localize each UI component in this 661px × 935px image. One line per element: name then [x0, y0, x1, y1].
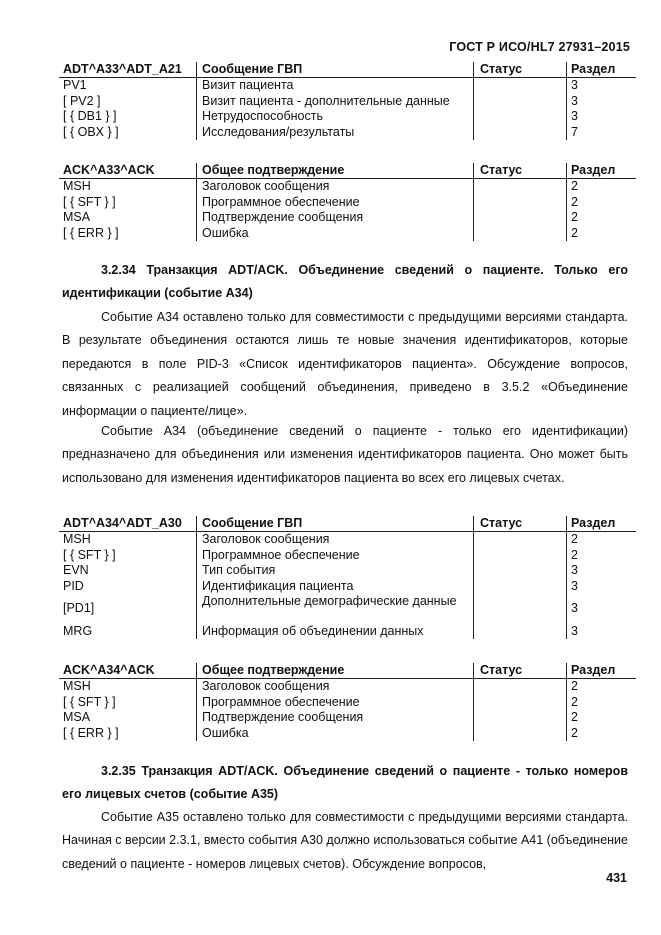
segment-description: Идентификация пациента	[202, 578, 354, 593]
column-header-section: Раздел	[571, 62, 616, 76]
table-row	[59, 78, 636, 93]
column-header-message: ACK^A33^ACK	[63, 163, 155, 177]
column-header-section: Раздел	[571, 663, 616, 677]
table-row	[59, 679, 636, 694]
column-header-description: Сообщение ГВП	[202, 516, 303, 530]
column-header-message: ACK^A34^ACK	[63, 663, 155, 677]
table-row	[59, 548, 636, 563]
column-header-section: Раздел	[571, 163, 616, 177]
table-row	[59, 710, 636, 725]
segment-description: Заголовок сообщения	[202, 679, 330, 694]
segment-code: [ { ERR } ]	[63, 725, 119, 740]
segment-code: EVN	[63, 563, 89, 578]
column-header-message: ADT^A33^ADT_A21	[63, 62, 182, 76]
segment-table-adt-a34	[59, 516, 636, 639]
table-row	[59, 695, 636, 710]
column-header-status: Статус	[480, 516, 523, 530]
segment-section: 2	[571, 225, 578, 240]
standard-header: ГОСТ Р ИСО/HL7 27931–2015	[449, 40, 630, 54]
table-row	[59, 109, 636, 124]
segment-description: Программное обеспечение	[202, 694, 360, 709]
segment-description: Ошибка	[202, 225, 249, 240]
segment-code: [ PV2 ]	[63, 93, 101, 108]
segment-code: MSA	[63, 210, 91, 225]
segment-description: Информация об объединении данных	[202, 623, 424, 638]
segment-section: 2	[571, 547, 578, 562]
segment-code: [ { ERR } ]	[63, 225, 119, 240]
segment-code: PID	[63, 578, 84, 593]
ack-table-a33	[59, 163, 636, 241]
segment-section: 2	[571, 694, 578, 709]
section-heading-3-2-34: 3.2.34 Транзакция ADT/ACK. Объединение сведений о пациенте. Только его идентификации (событие A34)	[62, 263, 628, 301]
segment-code: MSA	[63, 710, 91, 725]
segment-code: [PD1]	[63, 600, 95, 615]
table-header-row	[59, 516, 636, 532]
table-header-row	[59, 163, 636, 179]
segment-code: MSH	[63, 532, 91, 547]
paragraph: Событие A35 оставлено только для совместимости с предыдущими версиями стандарта. Начиная с версии 2.3.1, вместо события A30 должно использоваться событие A41 (объединение сведений о пациенте - номеров лицевых счетов). Обсуждение вопросов,	[62, 810, 628, 871]
segment-description: Заголовок сообщения	[202, 179, 330, 194]
ack-table-a34	[59, 663, 636, 741]
column-header-status: Статус	[480, 163, 523, 177]
column-header-description: Сообщение ГВП	[202, 62, 303, 76]
table-row	[59, 195, 636, 210]
paragraph: Событие A34 (объединение сведений о пациенте - только его идентификации) предназначено для объединения или изменения идентификаторов пациента. Оно может быть использовано для изменения идентификаторов пациента во всех его лицевых счетах.	[62, 424, 628, 485]
segment-section: 2	[571, 725, 578, 740]
table-row	[59, 210, 636, 225]
page-number: 431	[606, 871, 627, 885]
segment-section: 7	[571, 124, 578, 139]
segment-description: Нетрудоспособность	[202, 109, 323, 124]
segment-code: MRG	[63, 623, 93, 638]
segment-code: [ { SFT } ]	[63, 694, 116, 709]
segment-section: 3	[571, 578, 578, 593]
segment-table-adt-a33	[59, 62, 636, 140]
segment-code: PV1	[63, 78, 87, 93]
column-header-status: Статус	[480, 663, 523, 677]
segment-description: Программное обеспечение	[202, 547, 360, 562]
segment-section: 3	[571, 93, 578, 108]
segment-code: MSH	[63, 179, 91, 194]
segment-section: 2	[571, 194, 578, 209]
segment-code: [ { SFT } ]	[63, 547, 116, 562]
segment-section: 2	[571, 210, 578, 225]
segment-section: 3	[571, 600, 578, 615]
segment-description: Тип события	[202, 563, 276, 578]
segment-code: [ { DB1 } ]	[63, 109, 117, 124]
table-header-row	[59, 62, 636, 78]
segment-code: [ { OBX } ]	[63, 124, 119, 139]
table-row	[59, 226, 636, 241]
table-row	[59, 94, 636, 109]
segment-code: [ { SFT } ]	[63, 194, 116, 209]
table-header-row	[59, 663, 636, 679]
segment-description: Исследования/результаты	[202, 124, 355, 139]
table-row	[59, 726, 636, 741]
segment-section: 3	[571, 78, 578, 93]
segment-section: 2	[571, 679, 578, 694]
table-row	[59, 563, 636, 578]
table-row	[59, 179, 636, 194]
segment-section: 3	[571, 563, 578, 578]
segment-description: Дополнительные демографические данные	[202, 593, 457, 608]
column-header-description: Общее подтверждение	[202, 663, 345, 677]
table-row	[59, 579, 636, 594]
table-row	[59, 594, 636, 624]
segment-section: 3	[571, 109, 578, 124]
column-header-section: Раздел	[571, 516, 616, 530]
column-header-message: ADT^A34^ADT_A30	[63, 516, 182, 530]
column-header-status: Статус	[480, 62, 523, 76]
paragraph: Событие A34 оставлено только для совместимости с предыдущими версиями стандарта. В результате объединения остаются лишь те новые значения идентификаторов, которые передаются в поле PID-3 «Список идентификаторов пациента». Обсуждение вопросов, связанных с реализацией сообщений объединения, приведено в 3.5.2 «Объединение информации о пациенте/лице».	[62, 310, 628, 418]
table-row	[59, 532, 636, 547]
column-header-description: Общее подтверждение	[202, 163, 345, 177]
segment-description: Визит пациента - дополнительные данные	[202, 93, 450, 108]
table-row	[59, 624, 636, 639]
segment-section: 3	[571, 623, 578, 638]
section-heading-3-2-35: 3.2.35 Транзакция ADT/ACK. Объединение сведений о пациенте - только номеров его лицевых счетов (событие A35)	[62, 764, 628, 802]
segment-description: Заголовок сообщения	[202, 532, 330, 547]
table-row	[59, 125, 636, 140]
segment-section: 2	[571, 179, 578, 194]
segment-section: 2	[571, 532, 578, 547]
segment-description: Подтверждение сообщения	[202, 710, 364, 725]
segment-description: Подтверждение сообщения	[202, 210, 364, 225]
segment-description: Визит пациента	[202, 78, 294, 93]
segment-section: 2	[571, 710, 578, 725]
segment-description: Программное обеспечение	[202, 194, 360, 209]
segment-code: MSH	[63, 679, 91, 694]
segment-description: Ошибка	[202, 725, 249, 740]
